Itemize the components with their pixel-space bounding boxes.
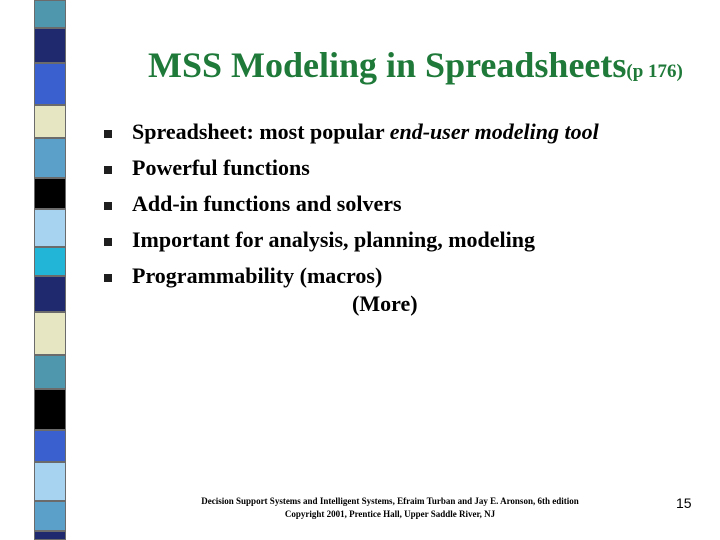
slide-title [148,44,708,86]
page-number: 15 [676,495,692,511]
footer-line-2: Copyright 2001, Prentice Hall, Upper Saddle River, NJ [284,509,496,519]
bullet-text-part: Spreadsheet: most popular [132,119,390,144]
strip-block [34,531,66,540]
bullet-text [132,119,599,145]
bullet-square-icon [104,130,112,138]
strip-block [34,430,66,462]
bullet-square-icon [104,274,112,282]
bullet-text-part: Programmability (macros) [132,263,383,288]
strip-block [34,247,66,276]
bullet-item [100,191,700,227]
bullet-text-part: Important for analysis, planning, modeling [132,227,536,252]
strip-block [34,462,66,501]
decorative-strip [0,0,72,540]
strip-block [34,63,66,105]
footer-line-1: Decision Support Systems and Intelligent Systems, Efraim Turban and Jay E. Aronson, 6th edition [201,496,579,506]
more-label: (More) [352,291,418,316]
bullet-text [132,155,310,181]
bullet-item [100,119,700,155]
strip-block [34,209,66,247]
bullet-text-part: Powerful functions [132,155,310,180]
strip-block [34,178,66,209]
bullet-text [132,191,402,217]
bullet-text [132,263,382,289]
bullet-text-part: end-user modeling tool [389,119,599,144]
strip-block [34,105,66,138]
strip-block [34,138,66,178]
title-text: MSS Modeling in Spreadsheets [148,45,627,85]
footer-citation [170,495,610,521]
bullet-square-icon [104,202,112,210]
strip-block [34,0,66,28]
bullet-item [100,155,700,191]
strip-block [34,276,66,312]
bullet-text-part: Add-in functions and solvers [132,191,402,216]
bullet-square-icon [104,238,112,246]
bullet-text [132,227,535,253]
strip-block [34,389,66,430]
bullet-item [100,227,700,263]
strip-block [34,312,66,355]
bullet-list [100,119,700,299]
strip-block [34,501,66,531]
bullet-square-icon [104,166,112,174]
strip-block [34,355,66,389]
strip-block [34,28,66,63]
title-page-ref: (p 176) [626,61,683,82]
